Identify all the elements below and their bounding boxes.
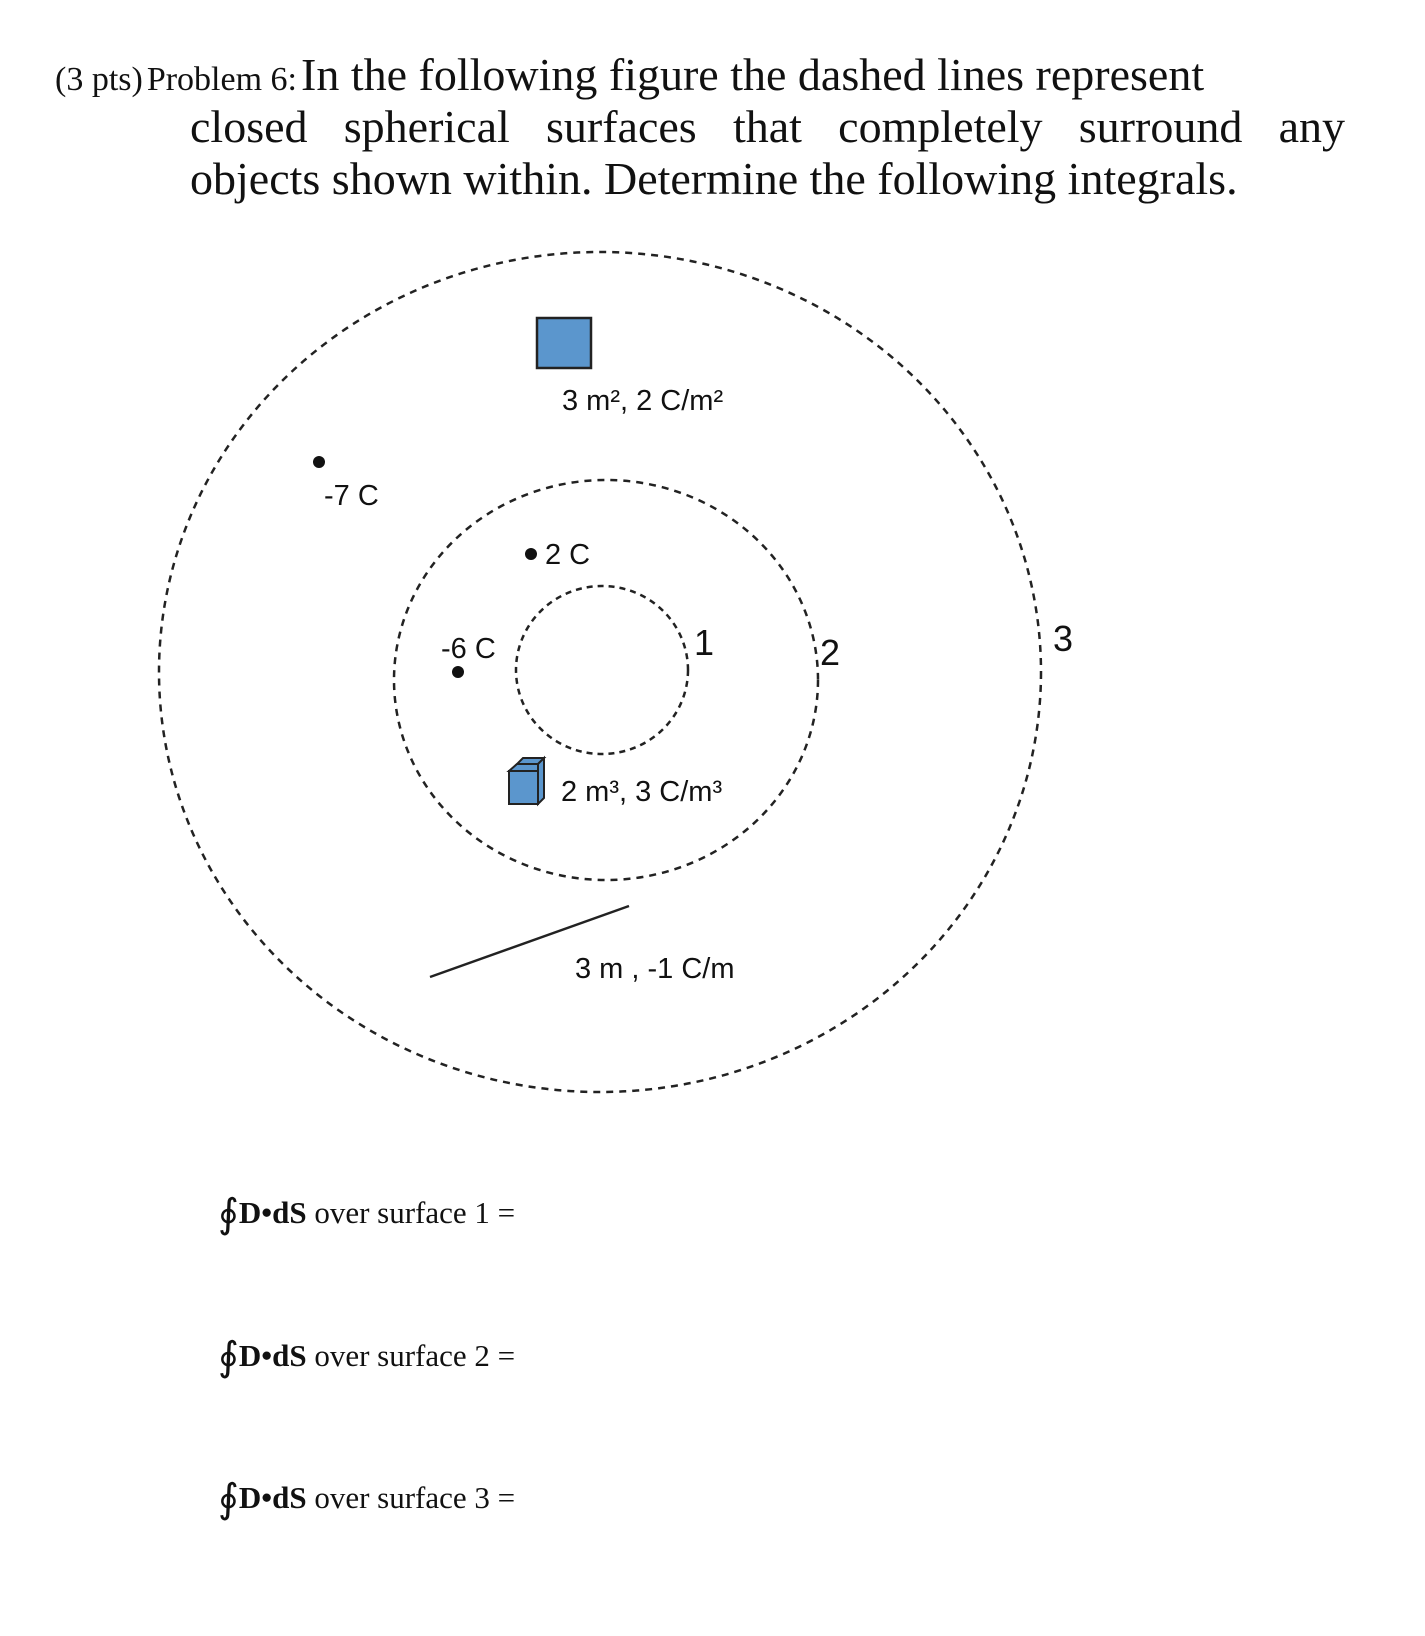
surface-1-boundary [516,586,688,754]
surface-charge-label: 3 m², 2 C/m² [562,385,724,417]
problem-label: Problem 6: [146,61,297,98]
point-charge-neg7-label: -7 C [324,480,379,512]
line2-word: surfaces [546,101,697,152]
contour-integral-icon: ∮ [218,1476,239,1521]
line2-word: surround [1078,101,1243,152]
line2-word: spherical [343,101,510,152]
vector-ds: dS [272,1338,307,1373]
point-charge-neg6-label: -6 C [441,633,496,665]
line2-word: that [732,101,802,152]
question-text: over surface 1 = [314,1195,516,1230]
vector-d: D [238,1338,262,1373]
surface-charge-sheet [537,318,591,368]
dot-operator: • [261,1195,273,1230]
line2-word: closed [190,101,308,152]
point-charge-neg7 [313,456,325,468]
line2-word: any [1278,101,1345,152]
dot-operator: • [261,1480,273,1515]
surface-3-label: 3 [1053,618,1074,659]
surface-1-label: 1 [694,622,715,663]
problem-line-3: objects shown within. Determine the following integrals. [190,153,1238,204]
question-text: over surface 2 = [314,1338,516,1373]
vector-ds: dS [272,1195,307,1230]
question-text: over surface 3 = [314,1480,516,1515]
dot-operator: • [261,1338,273,1373]
question-surface-3 [218,1475,515,1522]
question-surface-2 [218,1333,515,1380]
volume-charge-cube [509,758,544,804]
point-charge-neg6 [452,666,464,678]
problem-text-line-1: In the following figure the dashed lines represent [301,49,1205,100]
vector-d: D [238,1195,262,1230]
line-charge-label: 3 m , -1 C/m [575,953,735,985]
surface-2-label: 2 [820,632,841,673]
points-label: (3 pts) [55,61,143,98]
question-surface-1 [218,1190,515,1237]
volume-charge-label: 2 m³, 3 C/m³ [561,776,723,808]
contour-integral-icon: ∮ [218,1334,239,1379]
vector-ds: dS [272,1480,307,1515]
surface-2-boundary [394,480,818,880]
line2-word: completely [838,101,1043,152]
contour-integral-icon: ∮ [218,1191,239,1236]
vector-d: D [238,1480,262,1515]
point-charge-2-label: 2 C [545,539,591,571]
point-charge-2 [525,548,537,560]
